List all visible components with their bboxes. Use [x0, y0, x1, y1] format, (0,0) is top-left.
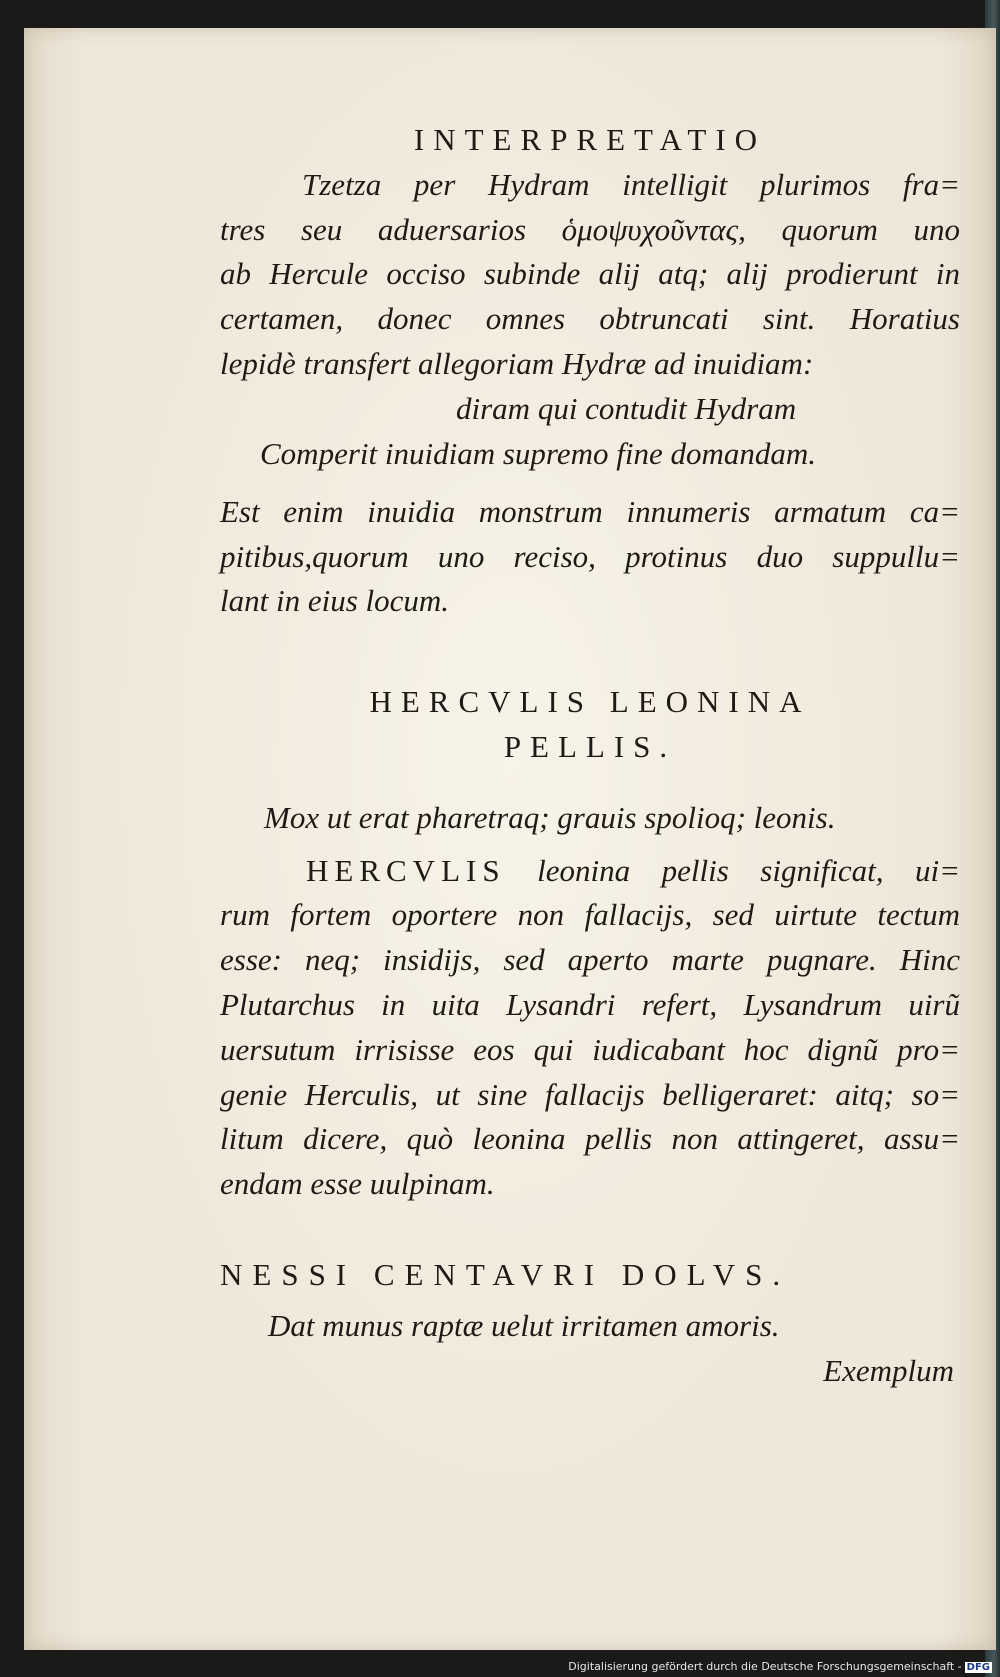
text-line: Est enim inuidia monstrum innumeris armatum ca=: [220, 493, 960, 529]
verse-mox: Mox ut erat pharetraq; grauis spolioq; leonis.: [264, 799, 836, 835]
heading-nessi-centavri: NESSI CENTAVRI DOLVS.: [220, 1256, 791, 1292]
small-caps-lead: HERCVLIS: [306, 852, 506, 888]
text-line: rum fortem oportere non fallacijs, sed uirtute tectum: [220, 897, 960, 933]
page-text: [220, 118, 960, 1393]
heading-interpretatio: INTERPRETATIO: [413, 122, 767, 157]
paragraph-tzetza: [220, 163, 960, 387]
text-line: [220, 849, 960, 894]
text-line: Plutarchus in uita Lysandri refert, Lysandrum uirũ: [220, 986, 960, 1022]
paragraph-hercvlis: [220, 849, 960, 1207]
text-line: lant in eius locum.: [220, 583, 450, 619]
text-line: Tzetza per Hydram intelligit plurimos fra=: [302, 166, 960, 202]
digitization-credit: [568, 1660, 992, 1673]
text-fragment: leonina pellis significat, ui=: [537, 852, 960, 888]
heading-herculis-leonina-pellis: [220, 680, 960, 770]
text-line: certamen, donec omnes obtruncati sint. Horatius: [220, 301, 960, 337]
text-line: genie Herculis, ut sine fallacijs belligeraret: aitq; so=: [220, 1076, 960, 1112]
horace-quote: [220, 387, 960, 490]
text-line: pitibus,quorum uno reciso, protinus duo suppullu=: [220, 538, 960, 574]
heading-line: HERCVLIS LEONINA: [369, 684, 811, 720]
book-page: [24, 28, 996, 1650]
catchword: Exemplum: [823, 1352, 954, 1388]
paragraph-inuidia: [220, 490, 960, 624]
text-line: tres seu aduersarios ὁμοψυχοῦντας, quorum uno: [220, 211, 960, 247]
text-line: litum dicere, quò leonina pellis non attingeret, assu=: [220, 1121, 960, 1157]
text-line: esse: neq; insidijs, sed aperto marte pugnare. Hinc: [220, 942, 960, 978]
text-line: ab Hercule occiso subinde alij atq; alij prodierunt in: [220, 256, 960, 292]
quote-line: Comperit inuidiam supremo fine domandam.: [260, 435, 816, 471]
dfg-logo: DFG: [966, 1662, 990, 1673]
text-line: endam esse uulpinam.: [220, 1166, 495, 1202]
text-line: uersutum irrisisse eos qui iudicabant hoc dignũ pro=: [220, 1031, 960, 1067]
verse-dat-munus: Dat munus raptæ uelut irritamen amoris.: [268, 1307, 780, 1343]
credit-text: Digitalisierung gefördert durch die Deutsche Forschungsgemeinschaft -: [568, 1660, 962, 1673]
quote-line: diram qui contudit Hydram: [456, 390, 797, 426]
heading-line: PELLIS.: [503, 728, 677, 764]
text-line: lepidè transfert allegoriam Hydræ ad inuidiam:: [220, 345, 814, 381]
